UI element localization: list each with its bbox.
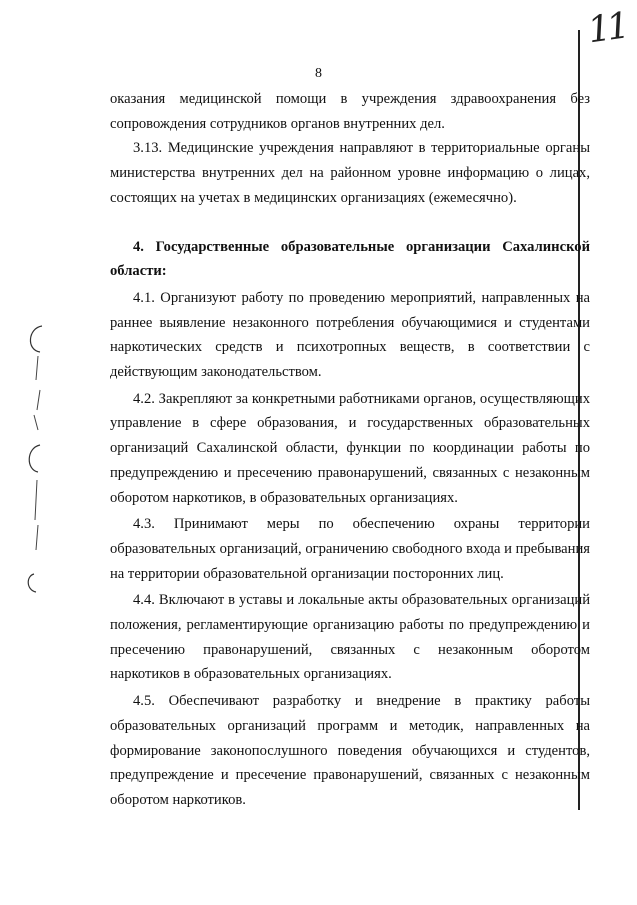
handwritten-page-number: 11	[585, 5, 629, 52]
paragraph-4-4: 4.4. Включают в уставы и локальные акты образовательных организаций положения, регламентирующие организацию работы по предупреждению и пресечению правонарушений, связанных с незаконным оборотом наркотиков в образовательных организациях.	[110, 592, 590, 683]
paragraph-4-2: 4.2. Закрепляют за конкретными работниками органов, осуществляющих управление в сфере образования, и государственных образовательных организаций Сахалинской области, функции по координации работы по предупреждению и пресечению правонарушений, связанных с незаконным оборотом наркотиков, в образовательных организациях.	[110, 390, 590, 506]
paragraph-4-1: 4.1. Организуют работу по проведению мероприятий, направленных на раннее выявление незаконного потребления обучающимися и студентами наркотических средств и психотропных веществ, в соответствии с действующим законодательством.	[110, 289, 590, 381]
page-number: 8	[315, 66, 322, 81]
paragraph-continuation: оказания медицинской помощи в учреждения здравоохранения без сопровождения сотрудников органов внутренних дел.	[110, 91, 590, 132]
paragraph-4-3: 4.3. Принимают меры по обеспечению охраны территории образовательных организаций, ограничению свободного входа и пребывания на территории образовательной организации посторонних лиц.	[110, 516, 590, 582]
paragraph-4-5: 4.5. Обеспечивают разработку и внедрение в практику работы образовательных организаций программ и методик, направленных на формирование законопослушного поведения обучающихся и студентов, предупреждение и пресечение правонарушений, связанных с незаконным оборотом наркотиков.	[110, 693, 590, 808]
section-heading-4: 4. Государственные образовательные организации Сахалинской области:	[110, 238, 590, 280]
document-body	[110, 87, 590, 813]
paragraph-3-13: 3.13. Медицинские учреждения направляют в территориальные органы министерства внутренних дел на районном уровне информацию о лицах, состоящих на учетах в медицинских организациях (ежемесячно).	[110, 140, 590, 206]
binding-holes-marks	[18, 320, 58, 620]
